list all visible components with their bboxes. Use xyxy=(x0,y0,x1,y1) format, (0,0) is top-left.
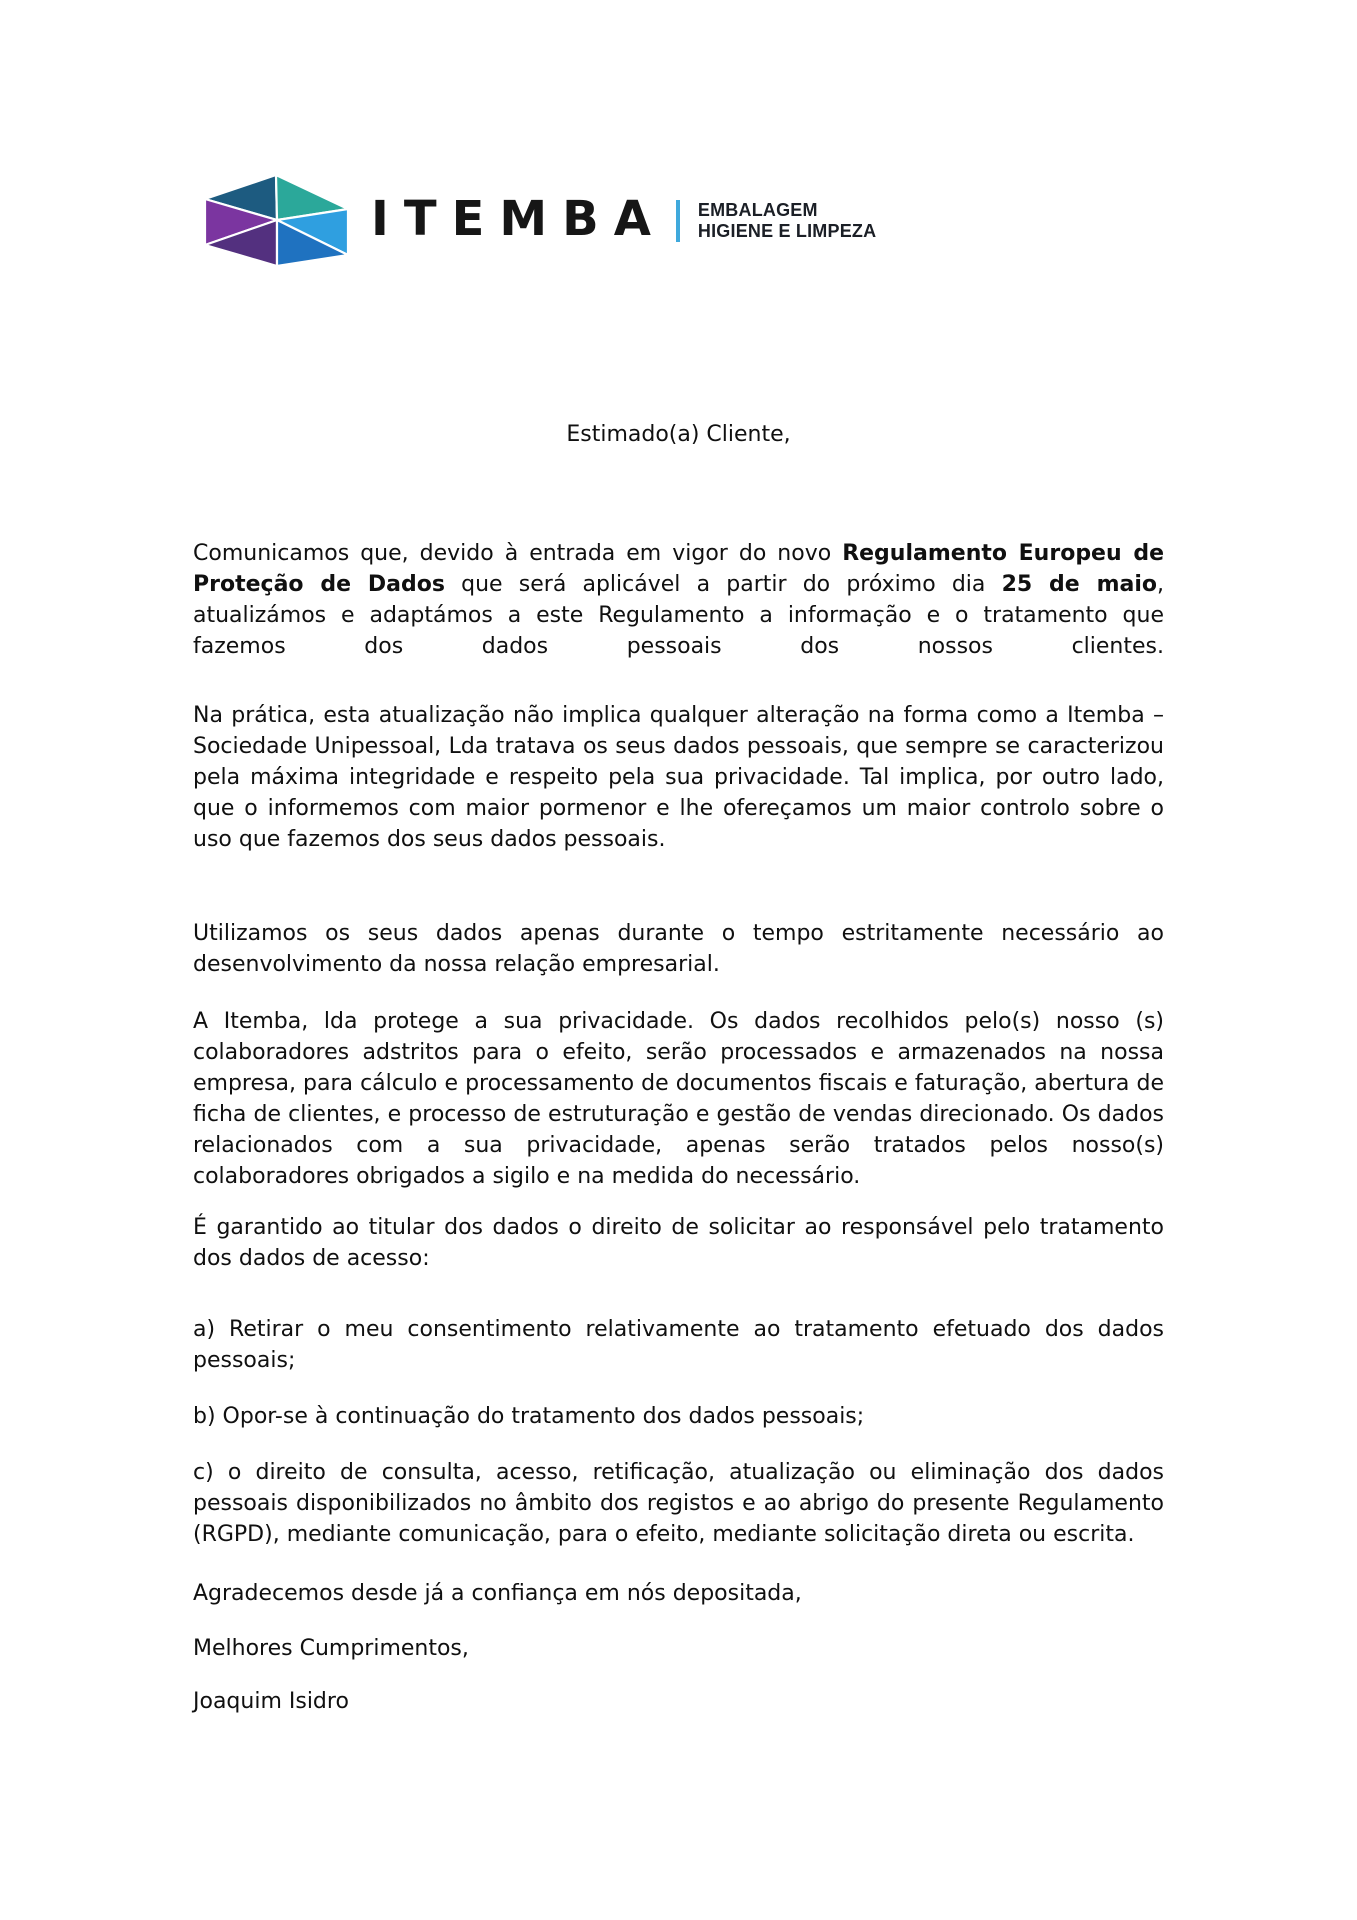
paragraph-data-usage: Utilizamos os seus dados apenas durante o tempo estritamente necessário ao desenvolvimento da nossa relação empresarial. xyxy=(193,921,1164,977)
intro-bold-date: 25 de maio xyxy=(1001,572,1158,597)
logo-separator-bar xyxy=(676,200,680,242)
paragraph-privacy: A Itemba, lda protege a sua privacidade. Os dados recolhidos pelo(s) nosso (s) colaboradores adstritos para o efeito, serão processados e armazenados na nossa empresa, para cálculo e processamento de documentos fiscais e faturação, abertura de ficha de clientes, e processo de estruturação e gestão de vendas direcionado. Os dados relacionados com a sua privacidade, apenas serão tratados pelos nosso(s) colaboradores obrigados a sigilo e na medida do necessário. xyxy=(193,1009,1164,1189)
intro-bold-regulation: Regulamento Europeu de Proteção de Dados xyxy=(193,541,1164,597)
closing-thanks: Agradecemos desde já a confiança em nós depositada, xyxy=(193,1581,802,1606)
intro-text-3: , atualizámos e adaptámos a este Regulamento a informação e o tratamento que fazemos dos dados pessoais dos nossos clientes. xyxy=(193,572,1165,659)
list-item-b: b) Opor-se à continuação do tratamento dos dados pessoais; xyxy=(193,1404,865,1429)
intro-text-1: Comunicamos que, devido à entrada em vigor do novo xyxy=(193,541,843,566)
intro-text-2: que será aplicável a partir do próximo dia xyxy=(444,572,1002,597)
paragraph-practice: Na prática, esta atualização não implica qualquer alteração na forma como a Itemba – Sociedade Unipessoal, Lda tratava os seus dados pessoais, que sempre se caracterizou pela máxima integridade e respeito pela sua privacidade. Tal implica, por outro lado, que o informemos com maior pormenor e lhe ofereçamos um maior controlo sobre o uso que fazemos dos seus dados pessoais. xyxy=(193,703,1164,852)
closing-regards: Melhores Cumprimentos, xyxy=(193,1636,469,1661)
itemba-box-icon xyxy=(204,175,349,267)
signature-name: Joaquim Isidro xyxy=(193,1689,349,1714)
tagline-line-1: EMBALAGEM xyxy=(697,199,818,220)
letter-body xyxy=(193,419,1164,1717)
itemba-logo xyxy=(204,174,1357,267)
brand-wordmark: ITEMBA xyxy=(371,190,666,247)
list-item-c: c) o direito de consulta, acesso, retificação, atualização ou eliminação dos dados pessoais disponibilizados no âmbito dos registos e ao abrigo do presente Regulamento (RGPD), mediante comunicação, para o efeito, mediante solicitação direta ou escrita. xyxy=(193,1460,1164,1547)
list-item-a: a) Retirar o meu consentimento relativamente ao tratamento efetuado dos dados pessoais; xyxy=(193,1317,1164,1373)
greeting: Estimado(a) Cliente, xyxy=(566,422,791,447)
paragraph-rights-intro: É garantido ao titular dos dados o direito de solicitar ao responsável pelo tratamento dos dados de acesso: xyxy=(193,1215,1164,1271)
paragraph-intro xyxy=(193,538,1164,662)
tagline-line-2: HIGIENE E LIMPEZA xyxy=(697,220,877,241)
brand-tagline xyxy=(698,200,876,242)
